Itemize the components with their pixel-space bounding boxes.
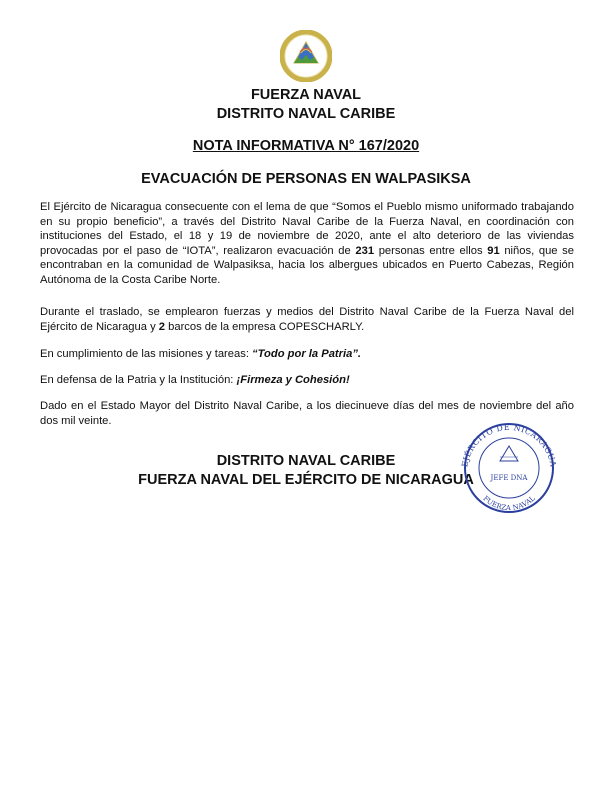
document-number-title: NOTA INFORMATIVA N° 167/2020 (192, 138, 420, 154)
paragraph-1-text-c: niños, que se encontraban en la comunidad de Walpasiksa, hacia los albergues ubicados en Puerto Cabezas, Región Autónoma de la Costa Caribe Norte. (40, 244, 574, 286)
paragraph-2-text-b: barcos de la empresa COPESCHARLY. (165, 320, 365, 333)
paragraph-1 (40, 200, 574, 288)
paragraph-1-text-b: personas entre ellos (374, 244, 488, 257)
paragraph-2 (40, 305, 574, 334)
coat-of-arms-icon (280, 30, 332, 82)
paragraph-3-text: En cumplimiento de las misiones y tareas: (40, 348, 253, 360)
paragraph-2-text-a: Durante el traslado, se emplearon fuerzas y medios del Distrito Naval Caribe de la Fuerza Naval del Ejército de Nicaragua y (40, 306, 574, 333)
header-line-2: DISTRITO NAVAL CARIBE (216, 106, 396, 122)
stamp-inner-text: JEFE DNA (490, 474, 528, 482)
boats-count: 2 (158, 320, 166, 333)
signature-line-1: DISTRITO NAVAL CARIBE (216, 453, 396, 469)
svg-text:EJÉRCITO DE NICARAGUA: EJÉRCITO DE NICARAGUA (460, 422, 558, 468)
document-subject-title: EVACUACIÓN DE PERSONAS EN WALPASIKSA (141, 171, 471, 187)
children-count: 91 (487, 244, 500, 257)
header-line-1: FUERZA NAVAL (250, 87, 362, 103)
signature-line-2: FUERZA NAVAL DEL EJÉRCITO DE NICARAGUA (138, 472, 474, 488)
motto-todo-por-la-patria: “Todo por la Patria”. (252, 348, 362, 360)
paragraph-4-text: En defensa de la Patria y la Institución: (40, 374, 237, 386)
svg-text:FUERZA NAVAL: FUERZA NAVAL (481, 494, 537, 513)
motto-firmeza-y-cohesion: ¡Firmeza y Cohesión! (236, 374, 350, 386)
paragraph-1-text-a: El Ejército de Nicaragua consecuente con el lema de que “Somos el Pueblo mismo uniformado trabajando en su propio beneficio”, a través del Distrito Naval Caribe de la Fuerza Naval, en coordinación con instituciones del Estado, el 18 y 19 de noviembre de 2020, ante el alto deterioro de las viviendas provocadas por el paso de “IOTA”, realizaron evacuación de (40, 201, 574, 257)
official-stamp-icon (444, 420, 574, 520)
closing-paragraph: Dado en el Estado Mayor del Distrito Naval Caribe, a los diecinueve días del mes de noviembre del año dos mil veinte. (40, 400, 574, 427)
persons-count: 231 (355, 244, 375, 257)
paragraph-4 (40, 373, 574, 388)
paragraph-3 (40, 347, 574, 362)
